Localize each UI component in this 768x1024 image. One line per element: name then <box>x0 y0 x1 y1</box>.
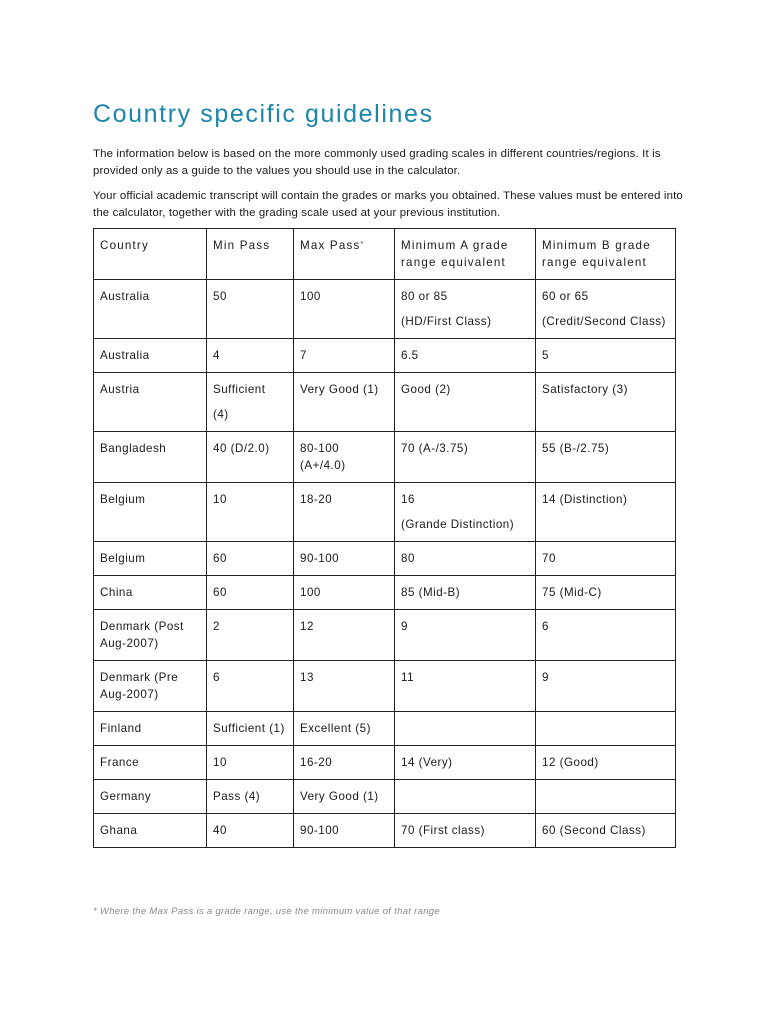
cell-min-pass <box>207 610 294 661</box>
cell-min-pass <box>207 432 294 483</box>
cell-text: 12 <box>300 620 314 633</box>
cell-country <box>94 339 207 373</box>
cell-text: Bangladesh <box>100 442 167 455</box>
table-row <box>94 712 676 746</box>
cell-min-a-grade <box>395 610 536 661</box>
cell-min-b-grade <box>536 280 676 339</box>
cell-text: 50 <box>213 290 227 303</box>
cell-text: Belgium <box>100 552 146 565</box>
table-row <box>94 576 676 610</box>
cell-min-a-grade <box>395 483 536 542</box>
cell-text: Very Good (1) <box>300 790 379 803</box>
cell-min-pass <box>207 373 294 432</box>
cell-max-pass <box>294 280 395 339</box>
cell-text: 2 <box>213 620 220 633</box>
cell-min-b-grade <box>536 373 676 432</box>
table-header-row <box>94 229 676 280</box>
cell-text: China <box>100 586 133 599</box>
cell-country <box>94 610 207 661</box>
cell-text: 5 <box>542 349 549 362</box>
cell-min-a-grade <box>395 780 536 814</box>
cell-country <box>94 373 207 432</box>
cell-min-a-grade <box>395 339 536 373</box>
table-row <box>94 432 676 483</box>
intro-paragraph-1: The information below is based on the more commonly used grading scales in different countries/regions. It is provided only as a guide to the values you should use in the calculator. <box>93 148 661 177</box>
cell-text: Sufficient (1) <box>213 722 285 735</box>
cell-text: Good (2) <box>401 383 451 396</box>
cell-text: Sufficient <box>213 383 266 396</box>
cell-min-pass <box>207 746 294 780</box>
cell-min-pass <box>207 712 294 746</box>
cell-text: 6 <box>542 620 549 633</box>
cell-max-pass <box>294 712 395 746</box>
cell-country <box>94 280 207 339</box>
cell-text: Ghana <box>100 824 138 837</box>
cell-min-a-grade <box>395 432 536 483</box>
footnote-marker: * <box>360 241 365 248</box>
cell-text: Satisfactory (3) <box>542 383 628 396</box>
cell-min-pass <box>207 483 294 542</box>
cell-text: 40 <box>213 824 227 837</box>
header-min-b: Minimum B grade range equivalent <box>536 229 676 280</box>
cell-text: Very Good (1) <box>300 383 379 396</box>
cell-text: Austria <box>100 383 140 396</box>
cell-country <box>94 661 207 712</box>
cell-country <box>94 780 207 814</box>
cell-text: 60 or 65 <box>542 290 589 303</box>
cell-min-pass <box>207 280 294 339</box>
cell-country <box>94 746 207 780</box>
cell-min-b-grade <box>536 339 676 373</box>
cell-max-pass <box>294 576 395 610</box>
cell-text: Denmark (Pre Aug-2007) <box>100 671 179 701</box>
cell-min-pass <box>207 542 294 576</box>
cell-text: 90-100 <box>300 552 340 565</box>
cell-country <box>94 712 207 746</box>
table-row <box>94 661 676 712</box>
cell-min-b-grade <box>536 712 676 746</box>
cell-max-pass <box>294 814 395 848</box>
header-min-a: Minimum A grade range equivalent <box>395 229 536 280</box>
cell-text: 14 (Very) <box>401 756 453 769</box>
cell-min-a-grade <box>395 576 536 610</box>
cell-text: Finland <box>100 722 142 735</box>
cell-country <box>94 814 207 848</box>
table-row <box>94 746 676 780</box>
cell-text: 18-20 <box>300 493 333 506</box>
cell-min-a-grade <box>395 280 536 339</box>
table-row <box>94 339 676 373</box>
grading-table <box>93 228 676 848</box>
cell-text: 4 <box>213 349 220 362</box>
cell-text: Belgium <box>100 493 146 506</box>
cell-text: (Credit/Second Class) <box>542 315 666 328</box>
intro-paragraph-2: Your official academic transcript will contain the grades or marks you obtained. These values must be entered into the calculator, together with the grading scale used at your previous institution. <box>93 190 683 219</box>
cell-text: 75 (Mid-C) <box>542 586 602 599</box>
cell-text: 100 <box>300 586 321 599</box>
cell-text: 85 (Mid-B) <box>401 586 461 599</box>
cell-text: 12 (Good) <box>542 756 599 769</box>
cell-text: Australia <box>100 290 150 303</box>
cell-text: Australia <box>100 349 150 362</box>
cell-text: (4) <box>213 408 229 421</box>
cell-min-a-grade <box>395 542 536 576</box>
cell-min-b-grade <box>536 432 676 483</box>
table-body <box>94 280 676 848</box>
cell-max-pass <box>294 483 395 542</box>
cell-min-b-grade <box>536 746 676 780</box>
table-row <box>94 814 676 848</box>
cell-min-b-grade <box>536 661 676 712</box>
cell-min-b-grade <box>536 610 676 661</box>
cell-text: 16-20 <box>300 756 333 769</box>
cell-text: Denmark (Post Aug-2007) <box>100 620 184 650</box>
cell-text: 10 <box>213 493 227 506</box>
header-max-pass-label: Max Pass <box>300 239 361 252</box>
cell-min-b-grade <box>536 814 676 848</box>
cell-max-pass <box>294 339 395 373</box>
cell-max-pass <box>294 610 395 661</box>
cell-text: 9 <box>401 620 408 633</box>
cell-text: 90-100 <box>300 824 340 837</box>
cell-text: 100 <box>300 290 321 303</box>
cell-text: Germany <box>100 790 152 803</box>
cell-text: 80-100 (A+/4.0) <box>300 442 346 472</box>
cell-text: 70 <box>542 552 556 565</box>
table-row <box>94 780 676 814</box>
cell-text: 7 <box>300 349 307 362</box>
cell-text: Pass (4) <box>213 790 261 803</box>
cell-min-a-grade <box>395 712 536 746</box>
cell-min-pass <box>207 576 294 610</box>
cell-country <box>94 483 207 542</box>
cell-text: 11 <box>401 671 415 684</box>
cell-text: (HD/First Class) <box>401 315 492 328</box>
table-row <box>94 610 676 661</box>
cell-country <box>94 576 207 610</box>
cell-text: 16 <box>401 493 415 506</box>
table-row <box>94 280 676 339</box>
cell-country <box>94 542 207 576</box>
cell-text: 10 <box>213 756 227 769</box>
cell-min-b-grade <box>536 576 676 610</box>
cell-min-pass <box>207 814 294 848</box>
cell-text: 9 <box>542 671 549 684</box>
cell-max-pass <box>294 661 395 712</box>
cell-text: 70 (A-/3.75) <box>401 442 469 455</box>
cell-text: 60 <box>213 552 227 565</box>
header-country: Country <box>94 229 207 280</box>
cell-max-pass <box>294 432 395 483</box>
cell-text: France <box>100 756 140 769</box>
cell-max-pass <box>294 780 395 814</box>
cell-text: 6 <box>213 671 220 684</box>
cell-text: 6.5 <box>401 349 419 362</box>
cell-min-b-grade <box>536 483 676 542</box>
cell-text: 60 <box>213 586 227 599</box>
cell-text: 80 or 85 <box>401 290 448 303</box>
cell-min-pass <box>207 339 294 373</box>
cell-min-a-grade <box>395 661 536 712</box>
cell-text: 55 (B-/2.75) <box>542 442 610 455</box>
cell-text: 14 (Distinction) <box>542 493 628 506</box>
table-row <box>94 373 676 432</box>
cell-min-a-grade <box>395 746 536 780</box>
cell-text: 40 (D/2.0) <box>213 442 270 455</box>
cell-text: 60 (Second Class) <box>542 824 646 837</box>
table-row <box>94 483 676 542</box>
cell-text: 13 <box>300 671 314 684</box>
cell-max-pass <box>294 373 395 432</box>
cell-min-a-grade <box>395 373 536 432</box>
cell-min-pass <box>207 780 294 814</box>
header-min-pass: Min Pass <box>207 229 294 280</box>
cell-min-pass <box>207 661 294 712</box>
page-title: Country specific guidelines <box>93 100 434 128</box>
cell-text: 80 <box>401 552 415 565</box>
cell-text: Excellent (5) <box>300 722 371 735</box>
cell-min-a-grade <box>395 814 536 848</box>
cell-max-pass <box>294 542 395 576</box>
header-max-pass <box>294 229 395 280</box>
cell-text: (Grande Distinction) <box>401 518 515 531</box>
cell-min-b-grade <box>536 780 676 814</box>
table-row <box>94 542 676 576</box>
footnote: * Where the Max Pass is a grade range, use the minimum value of that range <box>93 906 440 917</box>
cell-country <box>94 432 207 483</box>
cell-min-b-grade <box>536 542 676 576</box>
cell-text: 70 (First class) <box>401 824 486 837</box>
cell-max-pass <box>294 746 395 780</box>
